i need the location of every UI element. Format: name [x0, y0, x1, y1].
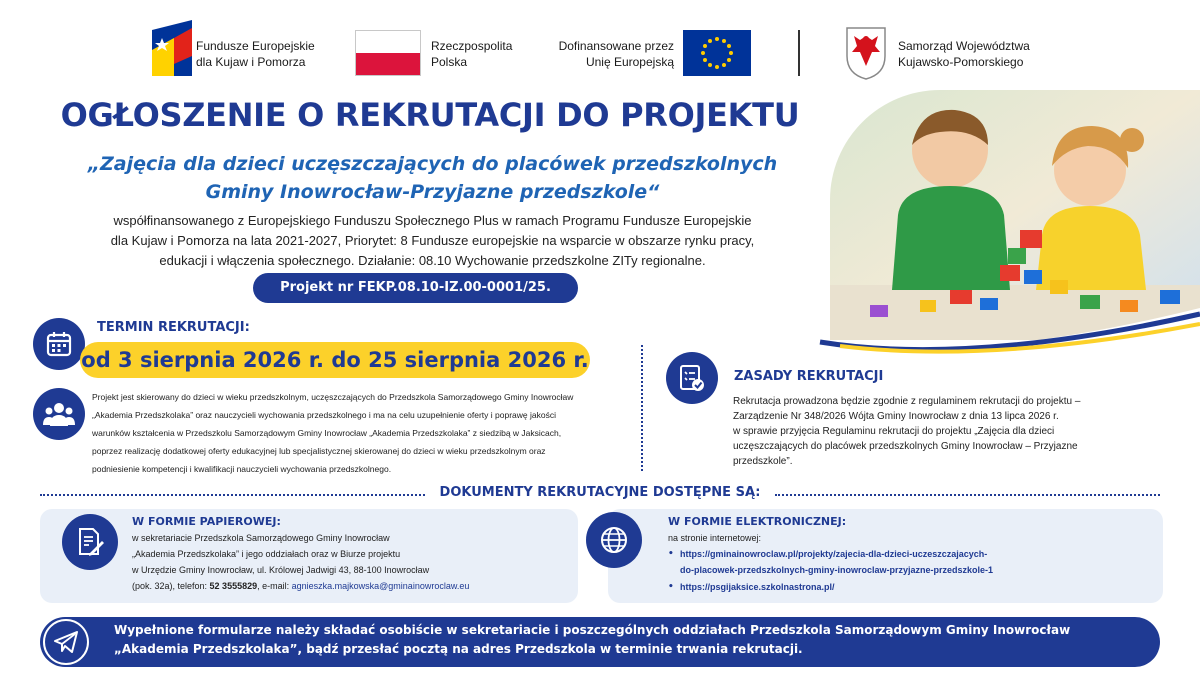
docs-divider-left	[40, 494, 425, 496]
pl-line1: Rzeczpospolita	[431, 39, 513, 53]
zasady-heading: ZASADY REKRUTACJI	[734, 369, 884, 384]
sam-line1: Samorząd Województwa	[898, 39, 1030, 53]
rules-line3: w sprawie przyjęcia Regulaminu rekrutacji do projektu „Zajęcia dla dzieci	[733, 426, 1055, 437]
subtitle-line1: „Zajęcia dla dzieci uczęszczających do placówek przedszkolnych	[87, 153, 778, 175]
eu-flag	[683, 30, 751, 76]
pl-logo-text	[431, 38, 512, 70]
email-link[interactable]: agnieszka.majkowska@gminainowroclaw.eu	[291, 581, 470, 591]
contact-prefix: (pok. 32a), telefon:	[132, 581, 210, 591]
link-1-line2[interactable]: do-placowek-przedszkolnych-gminy-inowroclaw-przyjazne-przedszkole-1	[680, 565, 994, 575]
fundusze-europejskie-logo	[152, 20, 192, 76]
decorative-wave	[800, 300, 1200, 370]
paper-line2: „Akademia Przedszkolaka” i jego oddziałach oraz w Biurze projektu	[132, 549, 401, 559]
bullet-2: •	[668, 582, 674, 592]
docs-divider-right	[775, 494, 1160, 496]
footer-text	[114, 621, 1134, 659]
ue-line2: Unię Europejską	[585, 55, 674, 69]
desc-line5: podniesienie kompetencji i kwalifikacji nauczycieli wychowania przedszkolnego.	[92, 464, 392, 474]
rules-line4: uczęszczających do placówek przedszkolnych Gminy Inowrocław – Przyjazne	[733, 441, 1078, 452]
paper-line4	[132, 578, 562, 594]
samorzad-logo-text	[898, 38, 1030, 70]
cofin-line1: współfinansowanego z Europejskiego Funduszu Społecznego Plus w ramach Programu Fundusze Europejskie	[113, 213, 752, 228]
ue-logo-text	[520, 38, 674, 70]
electronic-intro: na stronie internetowej:	[668, 533, 762, 543]
fe-logo-text	[196, 38, 315, 70]
phone-number: 52 3555829	[209, 581, 258, 591]
paper-plane-icon	[43, 619, 89, 665]
footer-line1: Wypełnione formularze należy składać osobiście w sekretariacie i poszczególnych oddziałach Przedszkola Samorządowym Gminy Inowrocław	[114, 623, 1071, 637]
page-title: OGŁOSZENIE O REKRUTACJI DO PROJEKTU	[60, 96, 800, 134]
calendar-icon	[33, 318, 85, 370]
desc-line1: Projekt jest skierowany do dzieci w wieku przedszkolnym, uczęszczających do Przedszkola Samorządowego Gminy Inowrocław	[92, 392, 574, 402]
electronic-heading: W FORMIE ELEKTRONICZNEJ:	[668, 515, 847, 528]
paper-line1: w sekretariacie Przedszkola Samorządowego Gminy Inowrocław	[132, 533, 390, 543]
rules-line2: Zarządzenie Nr 348/2026 Wójta Gminy Inowrocław z dnia 13 lipca 2026 r.	[733, 411, 1059, 422]
fe-line2: dla Kujaw i Pomorza	[196, 55, 306, 69]
project-description	[92, 388, 632, 478]
fe-line1: Fundusze Europejskie	[196, 39, 315, 53]
pl-line2: Polska	[431, 55, 468, 69]
link-2[interactable]: https://psgijaksice.szkolnastrona.pl/	[680, 582, 835, 592]
logo-divider	[798, 30, 800, 76]
cofin-line3: edukacji i włączenia społecznego. Działanie: 08.10 Wychowanie przedszkolne ZITy regionalne.	[159, 253, 706, 268]
poland-flag	[355, 30, 421, 76]
email-prefix: , e-mail:	[257, 581, 292, 591]
subtitle-line2: Gminy Inowrocław-Przyjazne przedszkole“	[205, 181, 660, 203]
footer-line2: „Akademia Przedszkolaka”, bądź przesłać pocztą na adres Przedszkola w terminie trwania rekrutacji.	[114, 642, 803, 656]
documents-heading: DOKUMENTY REKRUTACYJNE DOSTĘPNE SĄ:	[439, 485, 761, 500]
termin-heading: TERMIN REKRUTACJI:	[97, 320, 250, 335]
recruitment-dates: od 3 sierpnia 2026 r. do 25 sierpnia 2026 r.	[80, 342, 590, 378]
paper-line3: w Urzędzie Gminy Inowrocław, ul. Królowej Jadwigi 43, 88-100 Inowrocław	[132, 565, 430, 575]
bullet-1: •	[668, 549, 674, 559]
paper-heading: W FORMIE PAPIEROWEJ:	[132, 515, 281, 528]
project-number-badge: Projekt nr FEKP.08.10-IZ.00-0001/25.	[253, 273, 578, 303]
ue-line1: Dofinansowane przez	[558, 39, 674, 53]
cofin-line2: dla Kujaw i Pomorza na lata 2021-2027, Priorytet: 8 Fundusze europejskie na wsparcie w obszarze rynku pracy,	[110, 233, 755, 248]
rules-text	[733, 394, 1153, 469]
link-1[interactable]	[680, 546, 1140, 578]
section-divider	[641, 345, 643, 471]
logo-bar	[0, 16, 1200, 86]
project-subtitle	[55, 150, 810, 206]
rules-line1: Rekrutacja prowadzona będzie zgodnie z regulaminem rekrutacji do projektu –	[733, 396, 1081, 407]
checklist-icon	[666, 352, 718, 404]
coat-of-arms-icon	[845, 26, 887, 80]
desc-line3: warunków kształcenia w Przedszkolu Samorządowym Gminy Inowrocław „Akademia Przedszkolaka” z siedzibą w Jaksicach,	[92, 428, 562, 438]
document-pen-icon	[62, 514, 118, 570]
cofinancing-text	[40, 211, 825, 271]
globe-icon	[586, 512, 642, 568]
sam-line2: Kujawsko-Pomorskiego	[898, 55, 1024, 69]
link-1-line1[interactable]: https://gminainowroclaw.pl/projekty/zajecia-dla-dzieci-uczeszczajacych-	[680, 549, 988, 559]
desc-line4: poprzez realizację dodatkowej oferty edukacyjnej lub specjalistycznej skierowanej do dzieci w wieku przedszkolnym oraz	[92, 446, 546, 456]
desc-line2: „Akademia Przedszkolaka” oraz nauczycieli wychowania przedszkolnego i ma na celu uzupełnienie oferty i poprawę jakości	[92, 410, 556, 420]
paper-text	[132, 530, 562, 594]
people-icon	[33, 388, 85, 440]
rules-line5: przedszkole”.	[733, 456, 793, 467]
